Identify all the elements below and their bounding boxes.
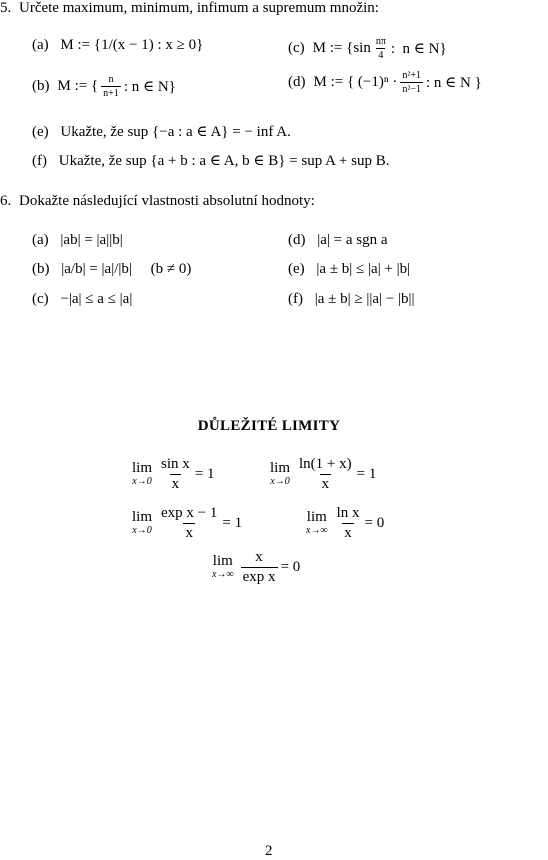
- fraction: $\frac{n}{n+1}$: [103, 74, 119, 99]
- limit-ln: lim x→0 $\frac{\ln(1 + x)}{x}$ = 1: [270, 456, 377, 492]
- problem-prompt: Dokažte následující vlastnosti absolutní hodnoty:: [19, 193, 315, 209]
- item-5b: (b) M := { $\frac{n}{n+1}$ : n ∈ N}: [32, 74, 176, 99]
- problem-prompt: Určete maximum, minimum, infimum a supremum množin:: [19, 0, 379, 16]
- item-6a: [32, 232, 123, 249]
- limit-lnx: lim x→∞ $\frac{\text{ln x}}{x}$ = 0: [306, 505, 385, 541]
- item-label: (f): [32, 153, 47, 169]
- item-label: (a): [32, 232, 49, 248]
- problem-number: 6.: [0, 193, 12, 209]
- item-5e: [32, 122, 291, 141]
- item-label: (c): [32, 291, 49, 307]
- fraction: $\frac{\text{n²+1}}{\text{n²−1}}$: [402, 70, 421, 95]
- lim-operator: lim x→∞: [306, 509, 328, 536]
- item-6f: [288, 291, 415, 308]
- fraction: $\frac{x}{\text{exp x}}$: [242, 549, 276, 585]
- problem-5-header: [0, 0, 379, 17]
- item-math: |a| = a sgn a: [317, 232, 388, 248]
- item-math: M := {1/(x − 1) : x ≥ 0}: [60, 37, 204, 53]
- item-math: |a ± b| ≥ ||a| − |b||: [314, 291, 415, 307]
- lim-operator: lim x→0: [132, 509, 153, 536]
- item-5c: (c) M := {sin $\frac{n\pi}{4}$ : n ∈ N}: [288, 36, 447, 61]
- limit-sin: lim x→0 $\frac{\text{sin x}}{x}$ = 1: [132, 456, 215, 492]
- limit-exp: lim x→0 $\frac{\text{exp x − 1}}{x}$ = 1: [132, 505, 243, 541]
- item-5f: [32, 151, 389, 170]
- problem-number: 5.: [0, 0, 12, 16]
- fraction: $\frac{\text{exp x − 1}}{x}$: [161, 505, 218, 541]
- fraction: $\frac{\text{sin x}}{x}$: [161, 456, 190, 492]
- problem-6-header: [0, 193, 315, 210]
- page-number: 2: [265, 843, 273, 859]
- item-label: (f): [288, 291, 303, 307]
- fraction: $\frac{n\pi}{4}$: [375, 36, 386, 61]
- item-label: (e): [288, 261, 305, 277]
- item-5a: [32, 37, 203, 54]
- limits-heading: DŮLEŽITÉ LIMITY: [197, 418, 341, 434]
- item-label: (a): [32, 37, 49, 53]
- item-text: Ukažte, že sup {−a : a ∈ A} = − inf A.: [60, 124, 291, 140]
- lim-operator: lim x→∞: [212, 553, 234, 580]
- item-6b: [32, 261, 191, 278]
- item-label: (b): [32, 78, 50, 94]
- item-label: (d): [288, 232, 306, 248]
- lim-operator: lim x→0: [132, 460, 153, 487]
- item-math: |ab| = |a||b|: [60, 232, 123, 248]
- item-math: −|a| ≤ a ≤ |a|: [60, 291, 133, 307]
- item-label: (d): [288, 74, 306, 90]
- item-math: |a/b| = |a|/|b| (b ≠ 0): [61, 261, 192, 277]
- lim-operator: lim x→0: [270, 460, 291, 487]
- item-math: |a ± b| ≤ |a| + |b|: [316, 261, 411, 277]
- item-label: (b): [32, 261, 50, 277]
- item-label: (e): [32, 124, 49, 140]
- item-6c: [32, 291, 132, 308]
- item-6e: [288, 261, 410, 278]
- limit-x-over-exp: lim x→∞ $\frac{x}{\text{exp x}}$ = 0: [212, 549, 301, 585]
- fraction: $\frac{\text{ln x}}{x}$: [336, 505, 360, 541]
- item-label: (c): [288, 40, 305, 56]
- item-6d: [288, 232, 388, 249]
- item-text: Ukažte, že sup {a + b : a ∈ A, b ∈ B} = sup A + sup B.: [58, 153, 390, 169]
- item-5d: (d) M := { (−1)ⁿ · $\frac{\text{n²+1}}{\text{n²−1}}$ : n ∈ N }: [288, 70, 482, 95]
- fraction: $\frac{\ln(1 + x)}{x}$: [299, 456, 352, 492]
